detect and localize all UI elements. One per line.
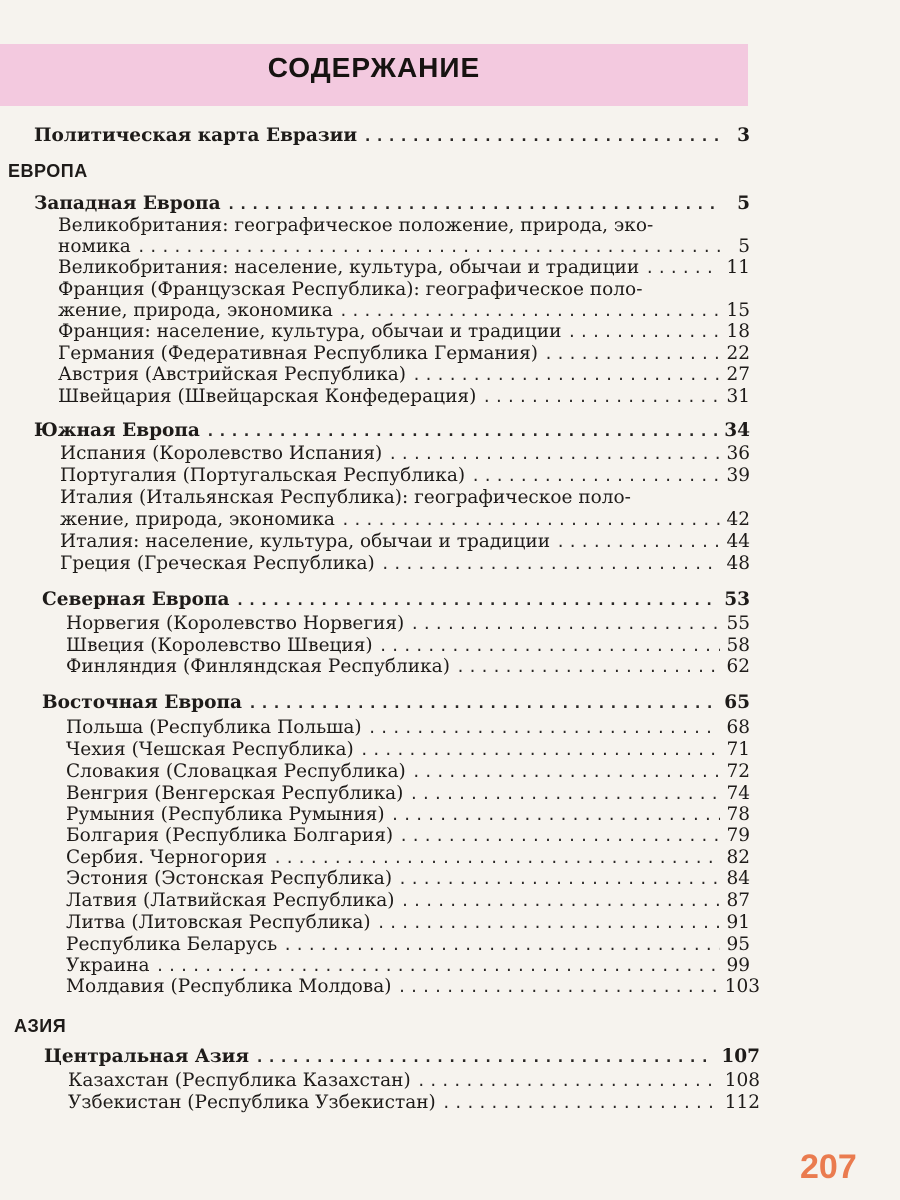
entry-page: 91	[726, 912, 750, 933]
leader-dots	[397, 976, 718, 998]
entry-title: Норвегия (Королевство Норвегия)	[66, 613, 405, 634]
entry-page: 103	[724, 976, 760, 997]
entry-page: 78	[726, 804, 750, 825]
entry-page: 34	[724, 420, 750, 441]
leader-dots	[137, 236, 722, 258]
entry-page: 18	[726, 321, 750, 342]
leader-dots	[363, 125, 722, 147]
entry-page: 5	[737, 193, 750, 214]
leader-dots	[360, 739, 721, 761]
leader-dots	[381, 553, 721, 575]
entry-title: Испания (Королевство Испания)	[60, 443, 383, 464]
entry-page: 55	[726, 613, 750, 634]
entry-page: 3	[737, 125, 750, 146]
entry-page: 5	[738, 236, 750, 257]
entry-page: 22	[726, 343, 750, 364]
entry-page: 58	[726, 635, 750, 656]
entry-title: Республика Беларусь	[66, 934, 278, 955]
entry-page: 107	[721, 1046, 760, 1067]
leader-dots	[206, 420, 718, 442]
entry-title: Швеция (Королевство Швеция)	[66, 635, 373, 656]
leader-dots	[544, 343, 720, 365]
entry-title: Восточная Европа	[42, 692, 242, 713]
toc-entry	[66, 912, 750, 934]
entry-title: Словакия (Словацкая Республика)	[66, 761, 406, 782]
entry-title: Португалия (Португальская Республика)	[60, 465, 466, 486]
toc-entry	[66, 613, 750, 635]
toc-entry	[66, 976, 760, 998]
entry-title: Центральная Азия	[44, 1046, 250, 1067]
entry-page: 44	[726, 531, 750, 552]
toc-entry	[66, 847, 750, 869]
leader-dots	[417, 1070, 719, 1092]
leader-dots	[379, 635, 721, 657]
page-number: 207	[800, 1148, 857, 1186]
toc-entry	[66, 635, 750, 657]
leader-dots	[255, 1046, 715, 1068]
entry-page: 71	[726, 739, 750, 760]
leader-dots	[388, 443, 720, 465]
entry-title: Казахстан (Республика Казахстан)	[68, 1070, 411, 1091]
leader-dots	[248, 692, 718, 714]
entry-title: Финляндия (Финляндская Республика)	[66, 656, 450, 677]
toc-entry	[66, 825, 750, 847]
entry-title: Украина	[66, 955, 150, 976]
toc-entry	[66, 804, 750, 826]
entry-page: 68	[726, 717, 750, 738]
entry-title: Политическая карта Евразии	[34, 125, 358, 146]
leader-dots	[456, 656, 721, 678]
leader-dots	[273, 847, 720, 869]
entry-page: 36	[726, 443, 750, 464]
toc-subsection	[42, 692, 750, 714]
entry-title: Великобритания: население, культура, обычаи и традиции	[58, 257, 640, 278]
entry-page: 72	[726, 761, 750, 782]
leader-dots	[368, 717, 721, 739]
entry-title: Эстония (Эстонская Республика)	[66, 868, 393, 889]
toc-entry	[60, 531, 750, 553]
toc-entry-line: Великобритания: географическое положение, природа, эко-	[58, 215, 654, 236]
toc-entry	[60, 553, 750, 575]
leader-dots	[482, 386, 720, 408]
entry-title: Южная Европа	[34, 420, 200, 441]
leader-dots	[471, 465, 720, 487]
entry-title: Западная Европа	[34, 193, 221, 214]
toc-entry	[58, 257, 750, 279]
leader-dots	[567, 321, 720, 343]
toc-entry	[58, 321, 750, 343]
entry-page: 74	[726, 783, 750, 804]
toc-entry	[68, 1092, 760, 1114]
entry-title: Румыния (Республика Румыния)	[66, 804, 385, 825]
entry-title: Греция (Греческая Республика)	[60, 553, 375, 574]
leader-dots	[410, 613, 720, 635]
toc-entry	[58, 236, 750, 258]
toc-subsection	[42, 589, 750, 611]
leader-dots	[283, 934, 720, 956]
entry-page: 42	[726, 509, 750, 530]
toc-entry	[58, 386, 750, 408]
toc-entry	[34, 125, 750, 147]
toc-entry	[58, 343, 750, 365]
leader-dots	[156, 955, 721, 977]
toc-subsection	[34, 420, 750, 442]
entry-page: 87	[726, 890, 750, 911]
entry-title: Болгария (Республика Болгария)	[66, 825, 394, 846]
section-heading-asia: АЗИЯ	[14, 1016, 67, 1036]
leader-dots	[556, 531, 720, 553]
entry-page: 112	[724, 1092, 760, 1113]
entry-title: Узбекистан (Республика Узбекистан)	[68, 1092, 436, 1113]
toc-entry	[58, 300, 750, 322]
entry-title: Молдавия (Республика Молдова)	[66, 976, 392, 997]
entry-page: 48	[726, 553, 750, 574]
entry-page: 27	[726, 364, 750, 385]
entry-page: 31	[726, 386, 750, 407]
leader-dots	[442, 1092, 719, 1114]
entry-page: 15	[726, 300, 750, 321]
leader-dots	[235, 589, 718, 611]
entry-page: 108	[724, 1070, 760, 1091]
toc-entry	[66, 934, 750, 956]
entry-title: Италия: население, культура, обычаи и традиции	[60, 531, 551, 552]
entry-page: 62	[726, 656, 750, 677]
toc-entry	[66, 890, 750, 912]
entry-page: 39	[726, 465, 750, 486]
section-heading-europe: ЕВРОПА	[8, 161, 88, 181]
entry-title: жение, природа, экономика	[60, 509, 335, 530]
leader-dots	[412, 364, 720, 386]
entry-title: Северная Европа	[42, 589, 230, 610]
entry-page: 84	[726, 868, 750, 889]
entry-title: Австрия (Австрийская Республика)	[58, 364, 406, 385]
leader-dots	[399, 825, 720, 847]
leader-dots	[645, 257, 720, 279]
toc-entry	[66, 717, 750, 739]
entry-title: номика	[58, 236, 131, 257]
leader-dots	[341, 509, 721, 531]
entry-title: Венгрия (Венгерская Республика)	[66, 783, 404, 804]
toc-entry	[66, 761, 750, 783]
entry-title: Германия (Федеративная Республика Германия)	[58, 343, 538, 364]
page-title: СОДЕРЖАНИЕ	[267, 52, 481, 83]
entry-title: Чехия (Чешская Республика)	[66, 739, 354, 760]
entry-page: 82	[726, 847, 750, 868]
leader-dots	[409, 783, 720, 805]
entry-page: 65	[724, 692, 750, 713]
entry-title: Польша (Республика Польша)	[66, 717, 362, 738]
leader-dots	[401, 890, 721, 912]
toc-entry	[66, 868, 750, 890]
toc-entry-line: Франция (Французская Республика): географическое поло-	[58, 279, 643, 300]
toc-entry	[60, 509, 750, 531]
leader-dots	[391, 804, 721, 826]
entry-title: Франция: население, культура, обычаи и традиции	[58, 321, 562, 342]
toc-subsection	[34, 193, 750, 215]
toc-subsection	[44, 1046, 760, 1068]
toc-entry	[58, 364, 750, 386]
entry-title: Латвия (Латвийская Республика)	[66, 890, 395, 911]
entry-title: Швейцария (Швейцарская Конфедерация)	[58, 386, 477, 407]
entry-page: 11	[726, 257, 750, 278]
toc-entry	[66, 739, 750, 761]
leader-dots	[412, 761, 721, 783]
entry-page: 95	[726, 934, 750, 955]
toc-entry-line: Италия (Итальянская Республика): географическое поло-	[60, 487, 631, 508]
entry-title: Литва (Литовская Республика)	[66, 912, 371, 933]
leader-dots	[227, 193, 722, 215]
toc-entry	[60, 443, 750, 465]
entry-page: 79	[726, 825, 750, 846]
leader-dots	[398, 868, 720, 890]
toc-entry	[66, 656, 750, 678]
leader-dots	[377, 912, 721, 934]
entry-title: Сербия. Черногория	[66, 847, 268, 868]
leader-dots	[339, 300, 721, 322]
toc-entry	[66, 955, 750, 977]
toc-entry	[60, 465, 750, 487]
entry-page: 99	[726, 955, 750, 976]
toc-entry	[68, 1070, 760, 1092]
toc-entry	[66, 783, 750, 805]
entry-title: жение, природа, экономика	[58, 300, 333, 321]
entry-page: 53	[724, 589, 750, 610]
